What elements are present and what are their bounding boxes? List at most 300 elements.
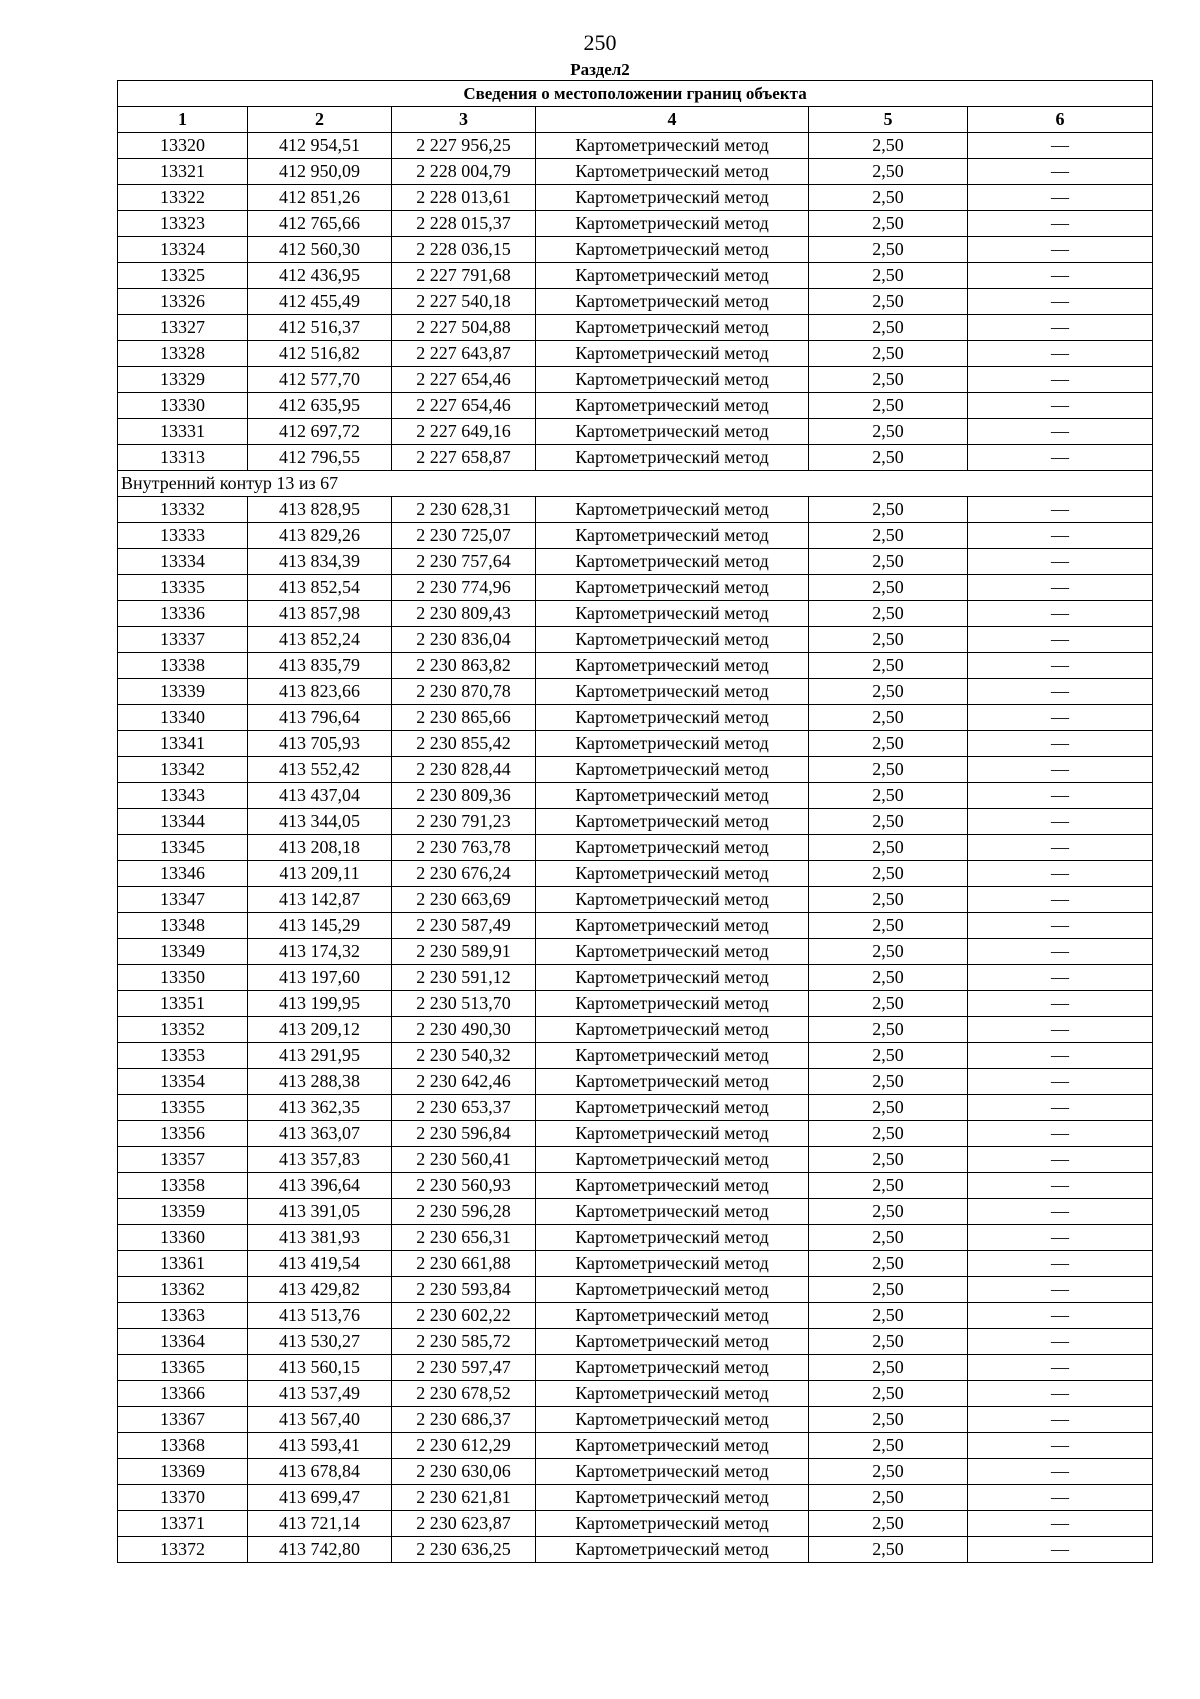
- point-number-cell: 13342: [118, 757, 248, 783]
- coord-y-cell: 2 230 602,22: [392, 1303, 536, 1329]
- point-number-cell: 13321: [118, 159, 248, 185]
- coord-y-cell: 2 230 774,96: [392, 575, 536, 601]
- coord-x-cell: 412 796,55: [248, 445, 392, 471]
- method-cell: Картометрический метод: [536, 393, 809, 419]
- coord-y-cell: 2 227 649,16: [392, 419, 536, 445]
- point-number-cell: 13358: [118, 1173, 248, 1199]
- coord-x-cell: 412 455,49: [248, 289, 392, 315]
- coord-x-cell: 412 954,51: [248, 133, 392, 159]
- method-cell: Картометрический метод: [536, 497, 809, 523]
- point-number-cell: 13333: [118, 523, 248, 549]
- point-number-cell: 13362: [118, 1277, 248, 1303]
- table-row: [118, 549, 1153, 575]
- method-cell: Картометрический метод: [536, 263, 809, 289]
- method-cell: Картометрический метод: [536, 1511, 809, 1537]
- coord-x-cell: 413 362,35: [248, 1095, 392, 1121]
- accuracy-cell: 2,50: [809, 757, 968, 783]
- description-cell: —: [968, 1277, 1153, 1303]
- coord-x-cell: 413 363,07: [248, 1121, 392, 1147]
- method-cell: Картометрический метод: [536, 159, 809, 185]
- table-row: [118, 341, 1153, 367]
- method-cell: Картометрический метод: [536, 341, 809, 367]
- accuracy-cell: 2,50: [809, 1199, 968, 1225]
- accuracy-cell: 2,50: [809, 861, 968, 887]
- method-cell: Картометрический метод: [536, 1095, 809, 1121]
- coord-y-cell: 2 230 661,88: [392, 1251, 536, 1277]
- coord-y-cell: 2 230 870,78: [392, 679, 536, 705]
- coord-y-cell: 2 230 621,81: [392, 1485, 536, 1511]
- accuracy-cell: 2,50: [809, 1251, 968, 1277]
- accuracy-cell: 2,50: [809, 1407, 968, 1433]
- coord-x-cell: 413 834,39: [248, 549, 392, 575]
- coord-y-cell: 2 230 791,23: [392, 809, 536, 835]
- description-cell: —: [968, 1303, 1153, 1329]
- method-cell: Картометрический метод: [536, 1173, 809, 1199]
- boundary-table: [117, 80, 1153, 1563]
- table-row: [118, 1069, 1153, 1095]
- description-cell: —: [968, 1069, 1153, 1095]
- coord-x-cell: 413 567,40: [248, 1407, 392, 1433]
- coord-x-cell: 412 697,72: [248, 419, 392, 445]
- method-cell: Картометрический метод: [536, 1017, 809, 1043]
- description-cell: —: [968, 1173, 1153, 1199]
- coord-y-cell: 2 230 636,25: [392, 1537, 536, 1563]
- description-cell: —: [968, 341, 1153, 367]
- point-number-cell: 13360: [118, 1225, 248, 1251]
- point-number-cell: 13363: [118, 1303, 248, 1329]
- table-row: [118, 627, 1153, 653]
- description-cell: —: [968, 653, 1153, 679]
- column-header-row: [118, 107, 1153, 133]
- accuracy-cell: 2,50: [809, 1537, 968, 1563]
- table-row: [118, 1459, 1153, 1485]
- method-cell: Картометрический метод: [536, 1251, 809, 1277]
- point-number-cell: 13339: [118, 679, 248, 705]
- accuracy-cell: 2,50: [809, 185, 968, 211]
- coord-y-cell: 2 230 809,43: [392, 601, 536, 627]
- method-cell: Картометрический метод: [536, 1121, 809, 1147]
- coord-y-cell: 2 230 653,37: [392, 1095, 536, 1121]
- accuracy-cell: 2,50: [809, 887, 968, 913]
- point-number-cell: 13323: [118, 211, 248, 237]
- description-cell: —: [968, 1459, 1153, 1485]
- accuracy-cell: 2,50: [809, 1329, 968, 1355]
- table-row: [118, 575, 1153, 601]
- table-row: [118, 367, 1153, 393]
- table-row: [118, 939, 1153, 965]
- accuracy-cell: 2,50: [809, 1277, 968, 1303]
- description-cell: —: [968, 757, 1153, 783]
- point-number-cell: 13355: [118, 1095, 248, 1121]
- coord-y-cell: 2 230 560,41: [392, 1147, 536, 1173]
- method-cell: Картометрический метод: [536, 1537, 809, 1563]
- method-cell: Картометрический метод: [536, 1277, 809, 1303]
- method-cell: Картометрический метод: [536, 887, 809, 913]
- method-cell: Картометрический метод: [536, 1069, 809, 1095]
- coord-x-cell: 412 560,30: [248, 237, 392, 263]
- description-cell: —: [968, 419, 1153, 445]
- method-cell: Картометрический метод: [536, 133, 809, 159]
- column-header: 3: [392, 107, 536, 133]
- description-cell: —: [968, 913, 1153, 939]
- accuracy-cell: 2,50: [809, 1069, 968, 1095]
- accuracy-cell: 2,50: [809, 835, 968, 861]
- method-cell: Картометрический метод: [536, 939, 809, 965]
- coord-y-cell: 2 230 656,31: [392, 1225, 536, 1251]
- table-row: [118, 1277, 1153, 1303]
- point-number-cell: 13349: [118, 939, 248, 965]
- coord-x-cell: 413 699,47: [248, 1485, 392, 1511]
- description-cell: —: [968, 1381, 1153, 1407]
- accuracy-cell: 2,50: [809, 1147, 968, 1173]
- coord-y-cell: 2 230 593,84: [392, 1277, 536, 1303]
- table-row: [118, 1537, 1153, 1563]
- coord-y-cell: 2 230 560,93: [392, 1173, 536, 1199]
- accuracy-cell: 2,50: [809, 1121, 968, 1147]
- table-row: [118, 393, 1153, 419]
- accuracy-cell: 2,50: [809, 211, 968, 237]
- point-number-cell: 13343: [118, 783, 248, 809]
- accuracy-cell: 2,50: [809, 549, 968, 575]
- table-row: [118, 1511, 1153, 1537]
- point-number-cell: 13350: [118, 965, 248, 991]
- coord-y-cell: 2 230 589,91: [392, 939, 536, 965]
- description-cell: —: [968, 289, 1153, 315]
- description-cell: —: [968, 1199, 1153, 1225]
- description-cell: —: [968, 1355, 1153, 1381]
- table-row: [118, 211, 1153, 237]
- coord-y-cell: 2 230 686,37: [392, 1407, 536, 1433]
- coord-x-cell: 413 145,29: [248, 913, 392, 939]
- coord-x-cell: 412 950,09: [248, 159, 392, 185]
- method-cell: Картометрический метод: [536, 1303, 809, 1329]
- point-number-cell: 13351: [118, 991, 248, 1017]
- coord-y-cell: 2 227 654,46: [392, 393, 536, 419]
- coord-y-cell: 2 227 956,25: [392, 133, 536, 159]
- point-number-cell: 13370: [118, 1485, 248, 1511]
- coord-y-cell: 2 230 678,52: [392, 1381, 536, 1407]
- coord-x-cell: 413 828,95: [248, 497, 392, 523]
- coord-x-cell: 412 516,82: [248, 341, 392, 367]
- method-cell: Картометрический метод: [536, 1433, 809, 1459]
- table-row: [118, 289, 1153, 315]
- point-number-cell: 13324: [118, 237, 248, 263]
- description-cell: —: [968, 575, 1153, 601]
- point-number-cell: 13346: [118, 861, 248, 887]
- point-number-cell: 13344: [118, 809, 248, 835]
- point-number-cell: 13322: [118, 185, 248, 211]
- point-number-cell: 13347: [118, 887, 248, 913]
- accuracy-cell: 2,50: [809, 1355, 968, 1381]
- accuracy-cell: 2,50: [809, 575, 968, 601]
- coord-x-cell: 413 721,14: [248, 1511, 392, 1537]
- point-number-cell: 13369: [118, 1459, 248, 1485]
- method-cell: Картометрический метод: [536, 913, 809, 939]
- description-cell: —: [968, 1095, 1153, 1121]
- method-cell: Картометрический метод: [536, 861, 809, 887]
- coord-x-cell: 413 199,95: [248, 991, 392, 1017]
- point-number-cell: 13372: [118, 1537, 248, 1563]
- coord-y-cell: 2 230 663,69: [392, 887, 536, 913]
- accuracy-cell: 2,50: [809, 263, 968, 289]
- column-header: 4: [536, 107, 809, 133]
- coord-y-cell: 2 230 596,84: [392, 1121, 536, 1147]
- point-number-cell: 13354: [118, 1069, 248, 1095]
- accuracy-cell: 2,50: [809, 939, 968, 965]
- column-header: 2: [248, 107, 392, 133]
- method-cell: Картометрический метод: [536, 211, 809, 237]
- method-cell: Картометрический метод: [536, 575, 809, 601]
- coord-x-cell: 413 208,18: [248, 835, 392, 861]
- point-number-cell: 13348: [118, 913, 248, 939]
- accuracy-cell: 2,50: [809, 783, 968, 809]
- method-cell: Картометрический метод: [536, 315, 809, 341]
- coord-x-cell: 413 705,93: [248, 731, 392, 757]
- coord-x-cell: 413 537,49: [248, 1381, 392, 1407]
- accuracy-cell: 2,50: [809, 1017, 968, 1043]
- table-row: [118, 419, 1153, 445]
- table-row: [118, 523, 1153, 549]
- point-number-cell: 13340: [118, 705, 248, 731]
- method-cell: Картометрический метод: [536, 523, 809, 549]
- method-cell: Картометрический метод: [536, 1043, 809, 1069]
- table-row: [118, 185, 1153, 211]
- method-cell: Картометрический метод: [536, 1225, 809, 1251]
- accuracy-cell: 2,50: [809, 159, 968, 185]
- description-cell: —: [968, 965, 1153, 991]
- table-row: [118, 861, 1153, 887]
- table-row: [118, 1017, 1153, 1043]
- method-cell: Картометрический метод: [536, 1381, 809, 1407]
- description-cell: —: [968, 601, 1153, 627]
- table-row: [118, 887, 1153, 913]
- table-caption: Сведения о местоположении границ объекта: [118, 81, 1153, 107]
- description-cell: —: [968, 809, 1153, 835]
- description-cell: —: [968, 263, 1153, 289]
- accuracy-cell: 2,50: [809, 913, 968, 939]
- accuracy-cell: 2,50: [809, 705, 968, 731]
- accuracy-cell: 2,50: [809, 1459, 968, 1485]
- accuracy-cell: 2,50: [809, 1433, 968, 1459]
- method-cell: Картометрический метод: [536, 809, 809, 835]
- description-cell: —: [968, 1251, 1153, 1277]
- coord-x-cell: 412 635,95: [248, 393, 392, 419]
- accuracy-cell: 2,50: [809, 1511, 968, 1537]
- coord-y-cell: 2 228 015,37: [392, 211, 536, 237]
- table-row: [118, 1329, 1153, 1355]
- point-number-cell: 13320: [118, 133, 248, 159]
- method-cell: Картометрический метод: [536, 627, 809, 653]
- point-number-cell: 13335: [118, 575, 248, 601]
- accuracy-cell: 2,50: [809, 367, 968, 393]
- coord-x-cell: 412 765,66: [248, 211, 392, 237]
- method-cell: Картометрический метод: [536, 367, 809, 393]
- method-cell: Картометрический метод: [536, 1407, 809, 1433]
- coord-x-cell: 413 419,54: [248, 1251, 392, 1277]
- coord-x-cell: 413 530,27: [248, 1329, 392, 1355]
- coord-y-cell: 2 230 863,82: [392, 653, 536, 679]
- table-row: [118, 1121, 1153, 1147]
- accuracy-cell: 2,50: [809, 1225, 968, 1251]
- table-row: [118, 263, 1153, 289]
- method-cell: Картометрический метод: [536, 679, 809, 705]
- description-cell: —: [968, 1043, 1153, 1069]
- table-row: [118, 1407, 1153, 1433]
- accuracy-cell: 2,50: [809, 991, 968, 1017]
- point-number-cell: 13364: [118, 1329, 248, 1355]
- coord-x-cell: 413 742,80: [248, 1537, 392, 1563]
- coord-x-cell: 413 174,32: [248, 939, 392, 965]
- table-row: [118, 1251, 1153, 1277]
- description-cell: —: [968, 1121, 1153, 1147]
- column-header: 1: [118, 107, 248, 133]
- description-cell: —: [968, 705, 1153, 731]
- section-title: Раздел2: [570, 60, 630, 79]
- accuracy-cell: 2,50: [809, 1043, 968, 1069]
- contour-row: [118, 471, 1153, 497]
- method-cell: Картометрический метод: [536, 419, 809, 445]
- accuracy-cell: 2,50: [809, 679, 968, 705]
- coord-x-cell: 412 436,95: [248, 263, 392, 289]
- coord-x-cell: 413 513,76: [248, 1303, 392, 1329]
- accuracy-cell: 2,50: [809, 627, 968, 653]
- description-cell: —: [968, 627, 1153, 653]
- description-cell: —: [968, 1511, 1153, 1537]
- coord-y-cell: 2 228 036,15: [392, 237, 536, 263]
- coord-x-cell: 413 857,98: [248, 601, 392, 627]
- table-row: [118, 991, 1153, 1017]
- table-row: [118, 1303, 1153, 1329]
- description-cell: —: [968, 211, 1153, 237]
- description-cell: —: [968, 861, 1153, 887]
- method-cell: Картометрический метод: [536, 1355, 809, 1381]
- accuracy-cell: 2,50: [809, 1381, 968, 1407]
- method-cell: Картометрический метод: [536, 783, 809, 809]
- table-row: [118, 601, 1153, 627]
- method-cell: Картометрический метод: [536, 1459, 809, 1485]
- accuracy-cell: 2,50: [809, 133, 968, 159]
- description-cell: —: [968, 1485, 1153, 1511]
- table-row: [118, 1433, 1153, 1459]
- accuracy-cell: 2,50: [809, 419, 968, 445]
- table-row: [118, 705, 1153, 731]
- accuracy-cell: 2,50: [809, 653, 968, 679]
- table-row: [118, 783, 1153, 809]
- accuracy-cell: 2,50: [809, 965, 968, 991]
- method-cell: Картометрический метод: [536, 757, 809, 783]
- description-cell: —: [968, 783, 1153, 809]
- coord-x-cell: 413 437,04: [248, 783, 392, 809]
- description-cell: —: [968, 939, 1153, 965]
- coord-y-cell: 2 227 643,87: [392, 341, 536, 367]
- point-number-cell: 13356: [118, 1121, 248, 1147]
- table-caption-row: [118, 81, 1153, 107]
- description-cell: —: [968, 237, 1153, 263]
- coord-y-cell: 2 227 791,68: [392, 263, 536, 289]
- coord-x-cell: 413 391,05: [248, 1199, 392, 1225]
- point-number-cell: 13359: [118, 1199, 248, 1225]
- point-number-cell: 13361: [118, 1251, 248, 1277]
- point-number-cell: 13367: [118, 1407, 248, 1433]
- coord-x-cell: 413 291,95: [248, 1043, 392, 1069]
- description-cell: —: [968, 523, 1153, 549]
- table-row: [118, 1225, 1153, 1251]
- method-cell: Картометрический метод: [536, 1147, 809, 1173]
- coord-y-cell: 2 230 513,70: [392, 991, 536, 1017]
- accuracy-cell: 2,50: [809, 1303, 968, 1329]
- table-row: [118, 913, 1153, 939]
- accuracy-cell: 2,50: [809, 523, 968, 549]
- accuracy-cell: 2,50: [809, 1485, 968, 1511]
- table-row: [118, 1173, 1153, 1199]
- method-cell: Картометрический метод: [536, 601, 809, 627]
- point-number-cell: 13338: [118, 653, 248, 679]
- description-cell: —: [968, 1147, 1153, 1173]
- coord-y-cell: 2 230 809,36: [392, 783, 536, 809]
- point-number-cell: 13341: [118, 731, 248, 757]
- point-number-cell: 13366: [118, 1381, 248, 1407]
- column-header: 5: [809, 107, 968, 133]
- point-number-cell: 13331: [118, 419, 248, 445]
- table-row: [118, 497, 1153, 523]
- point-number-cell: 13330: [118, 393, 248, 419]
- coord-x-cell: 413 429,82: [248, 1277, 392, 1303]
- description-cell: —: [968, 679, 1153, 705]
- point-number-cell: 13313: [118, 445, 248, 471]
- coord-x-cell: 412 577,70: [248, 367, 392, 393]
- coord-x-cell: 413 344,05: [248, 809, 392, 835]
- table-row: [118, 835, 1153, 861]
- coord-y-cell: 2 227 654,46: [392, 367, 536, 393]
- accuracy-cell: 2,50: [809, 1173, 968, 1199]
- point-number-cell: 13368: [118, 1433, 248, 1459]
- description-cell: —: [968, 445, 1153, 471]
- coord-y-cell: 2 230 587,49: [392, 913, 536, 939]
- column-header: 6: [968, 107, 1153, 133]
- description-cell: —: [968, 991, 1153, 1017]
- table-row: [118, 133, 1153, 159]
- table-row: [118, 965, 1153, 991]
- point-number-cell: 13332: [118, 497, 248, 523]
- method-cell: Картометрический метод: [536, 731, 809, 757]
- coord-x-cell: 413 829,26: [248, 523, 392, 549]
- method-cell: Картометрический метод: [536, 1329, 809, 1355]
- point-number-cell: 13334: [118, 549, 248, 575]
- coord-y-cell: 2 230 596,28: [392, 1199, 536, 1225]
- accuracy-cell: 2,50: [809, 393, 968, 419]
- coord-x-cell: 413 852,24: [248, 627, 392, 653]
- coord-x-cell: 413 209,11: [248, 861, 392, 887]
- description-cell: —: [968, 367, 1153, 393]
- coord-y-cell: 2 230 612,29: [392, 1433, 536, 1459]
- coord-y-cell: 2 230 597,47: [392, 1355, 536, 1381]
- table-body: [118, 81, 1153, 1563]
- coord-y-cell: 2 230 630,06: [392, 1459, 536, 1485]
- description-cell: —: [968, 887, 1153, 913]
- point-number-cell: 13345: [118, 835, 248, 861]
- description-cell: —: [968, 185, 1153, 211]
- coord-y-cell: 2 230 763,78: [392, 835, 536, 861]
- method-cell: Картометрический метод: [536, 549, 809, 575]
- description-cell: —: [968, 1017, 1153, 1043]
- point-number-cell: 13365: [118, 1355, 248, 1381]
- coord-y-cell: 2 230 828,44: [392, 757, 536, 783]
- point-number-cell: 13353: [118, 1043, 248, 1069]
- coord-x-cell: 413 288,38: [248, 1069, 392, 1095]
- coord-y-cell: 2 230 757,64: [392, 549, 536, 575]
- method-cell: Картометрический метод: [536, 835, 809, 861]
- accuracy-cell: 2,50: [809, 445, 968, 471]
